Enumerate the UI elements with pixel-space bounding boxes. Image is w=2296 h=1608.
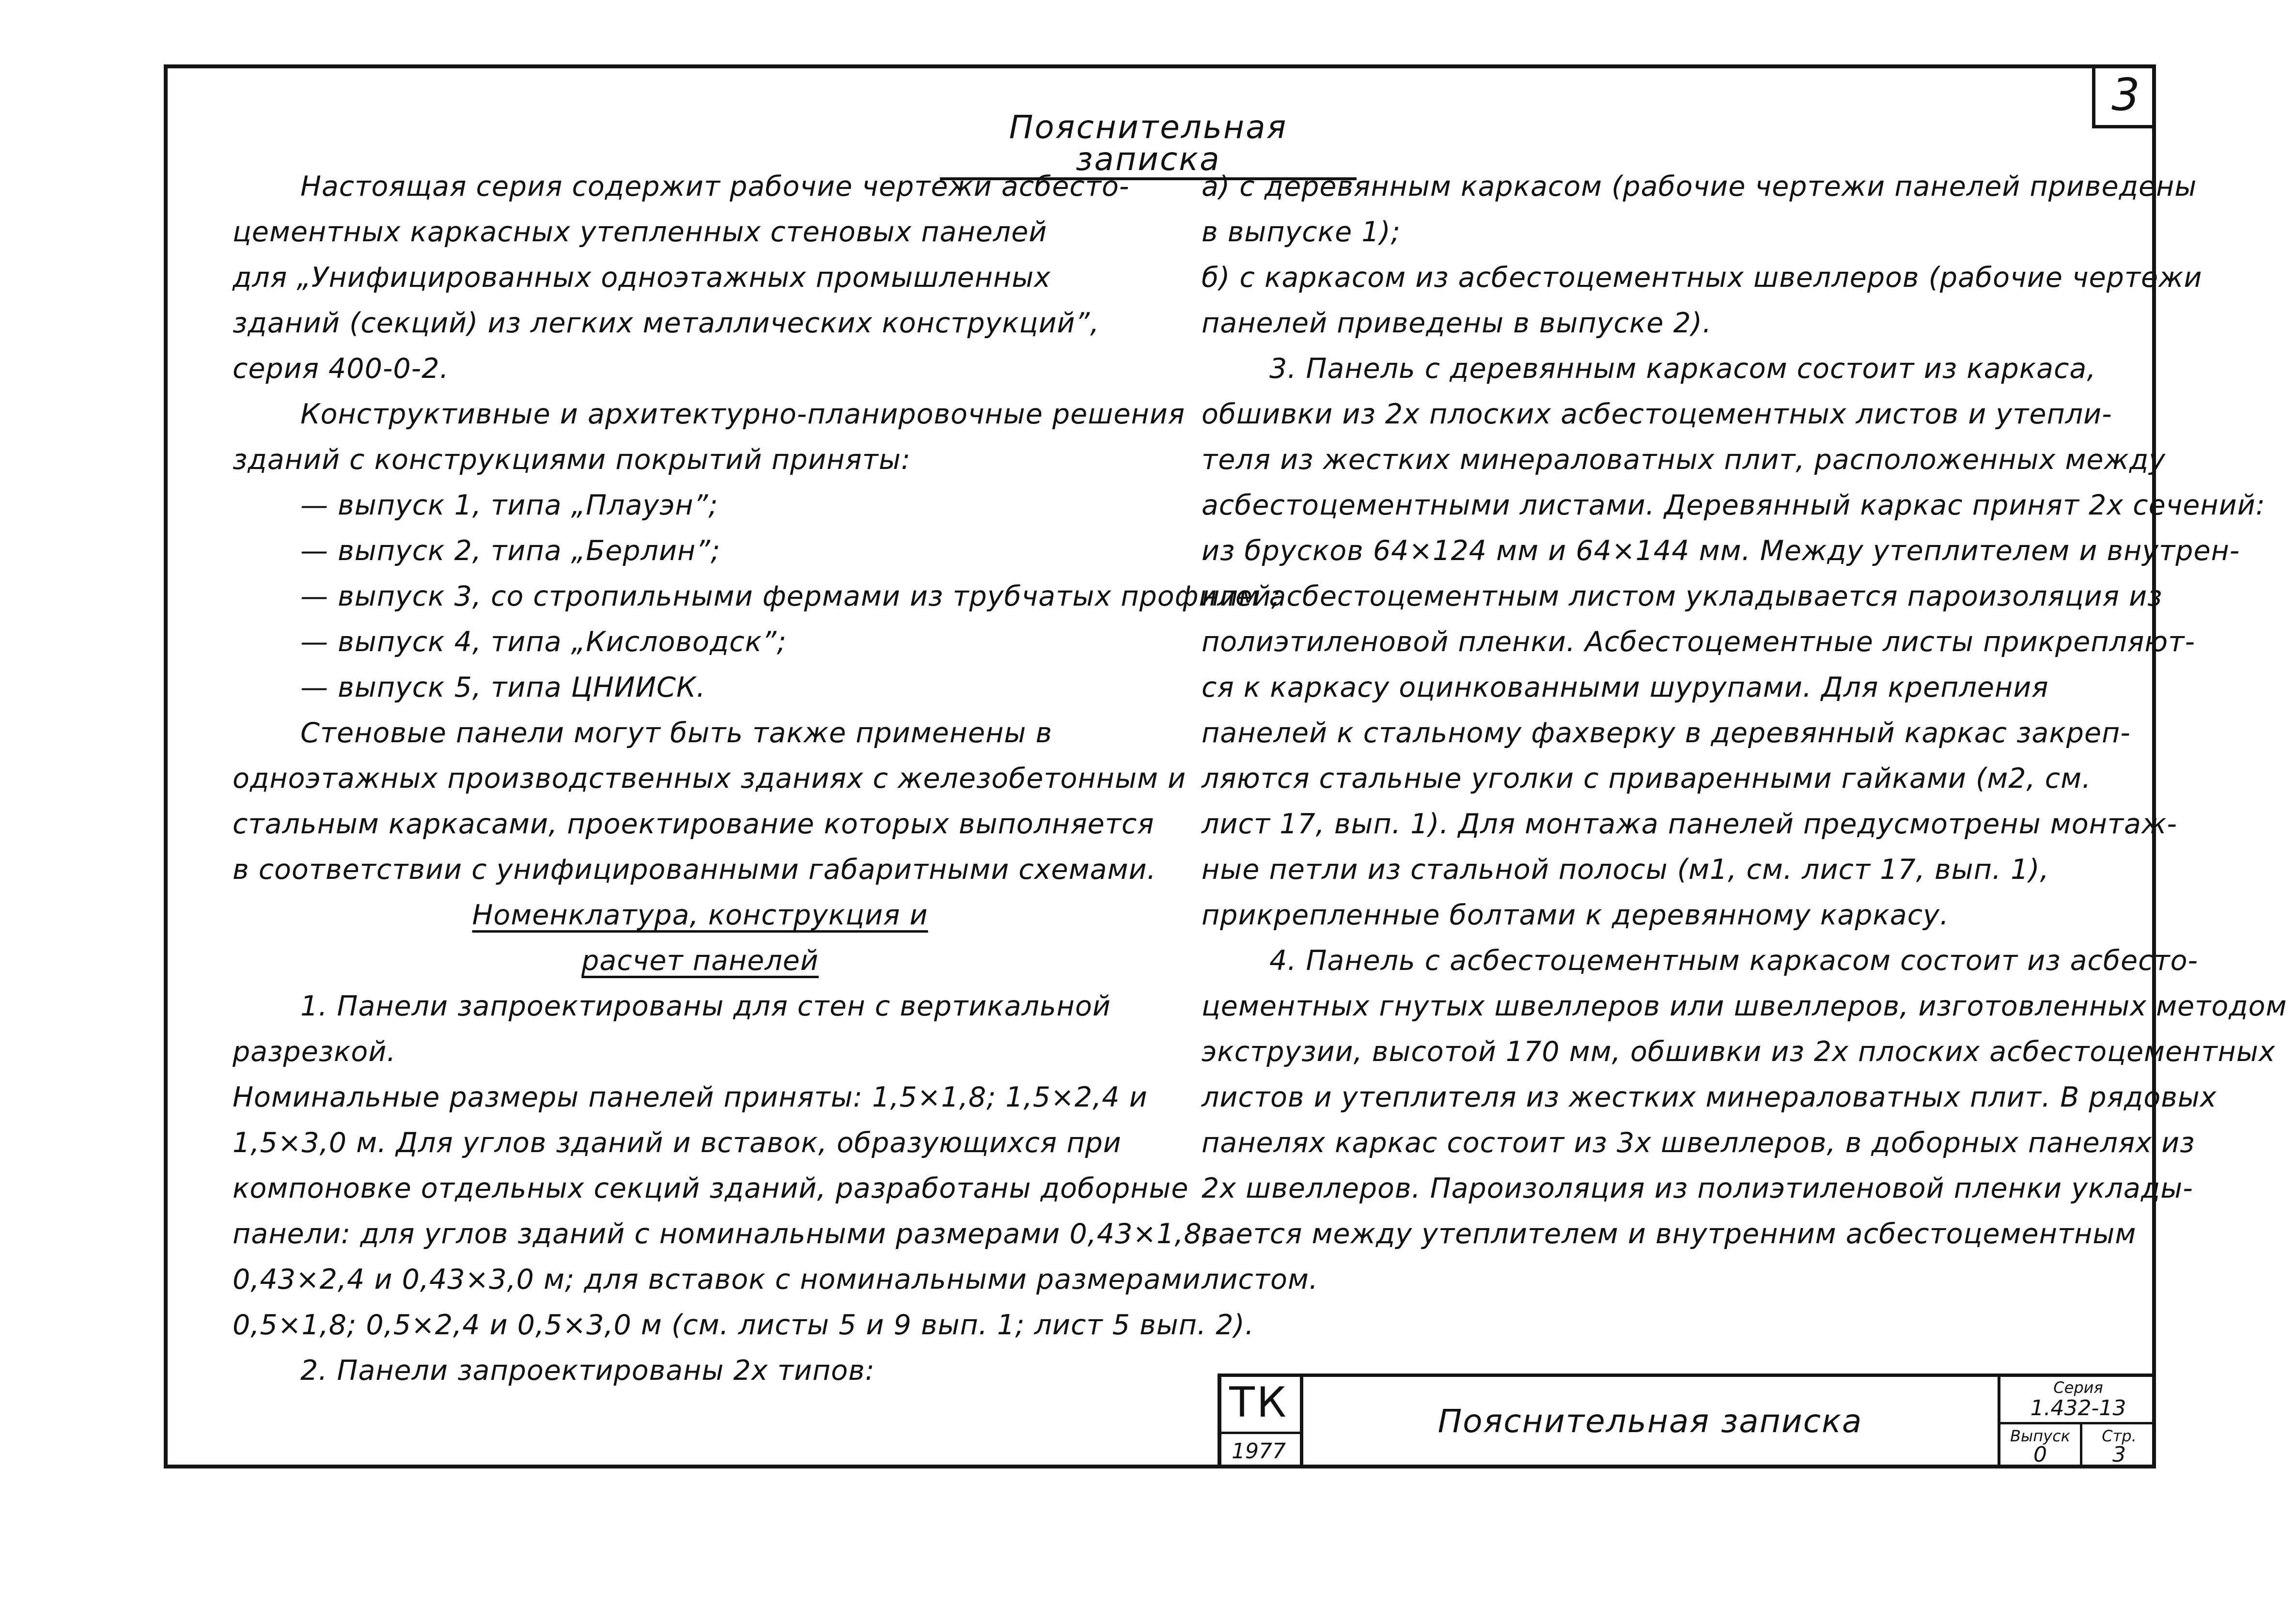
text-line: ные петли из стальной полосы (м1, см. лист 17, вып. 1), — [1202, 854, 2049, 886]
text-line: из брусков 64×124 мм и 64×144 мм. Между утеплителем и внутрен- — [1202, 535, 2240, 567]
text-line: ляются стальные уголки с приваренными гайками (м2, см. — [1202, 763, 2092, 795]
text-line: 1,5×3,0 м. Для углов зданий и вставок, образующихся при — [233, 1127, 1122, 1159]
title-block-title: Пояснительная записка — [1437, 1402, 1863, 1440]
text-line: Номинальные размеры панелей приняты: 1,5×1,8; 1,5×2,4 и — [233, 1081, 1148, 1113]
text-line: 1. Панели запроектированы для стен с вертикальной — [300, 990, 1111, 1022]
page-label: Стр. — [2102, 1427, 2137, 1445]
text-line: — выпуск 4, типа „Кисловодск”; — [300, 626, 787, 658]
text-line: — выпуск 3, со стропильными фермами из трубчатых профилей; — [300, 580, 1281, 612]
text-line: расчет панелей — [581, 945, 819, 977]
issue-value: 0 — [2033, 1442, 2047, 1467]
text-line: 2. Панели запроектированы 2х типов: — [300, 1355, 875, 1387]
text-line: в выпуске 1); — [1202, 216, 1401, 248]
text-line: компоновке отдельных секций зданий, разработаны доборные — [233, 1172, 1189, 1204]
title-block — [1218, 1374, 2156, 1468]
text-line: экструзии, высотой 170 мм, обшивки из 2х плоских асбестоцементных — [1202, 1036, 2276, 1068]
text-line: прикрепленные болтами к деревянному каркасу. — [1202, 899, 1949, 931]
title-block-year: 1977 — [1232, 1438, 1286, 1464]
right-column — [1202, 164, 2287, 1302]
issue-label: Выпуск — [2010, 1427, 2070, 1445]
series-value: 1.432-13 — [2030, 1396, 2126, 1421]
text-line: б) с каркасом из асбестоцементных швеллеров (рабочие чертежи — [1202, 262, 2202, 294]
text-line: стальным каркасами, проектирование которых выполняется — [233, 808, 1155, 840]
text-line: Стеновые панели могут быть также применены в — [300, 717, 1053, 749]
text-line: Конструктивные и архитектурно-планировочные решения — [300, 398, 1186, 430]
text-line: в соответствии с унифицированными габаритными схемами. — [233, 854, 1156, 886]
document-title: Пояснительная записка — [940, 111, 1357, 180]
text-line: — выпуск 1, типа „Плауэн”; — [300, 489, 718, 521]
text-line: 4. Панель с асбестоцементным каркасом состоит из асбесто- — [1269, 945, 2199, 977]
page-number: 3 — [2092, 64, 2156, 128]
text-line: 0,43×2,4 и 0,43×3,0 м; для вставок с номинальными размерами — [233, 1264, 1201, 1296]
text-line: лист 17, вып. 1). Для монтажа панелей предусмотрены монтаж- — [1202, 808, 2177, 840]
text-line: Настоящая серия содержит рабочие чертежи асбесто- — [300, 171, 1130, 203]
text-line: — выпуск 5, типа ЦНИИСК. — [300, 671, 706, 703]
text-line: одноэтажных производственных зданиях с железобетонным и — [233, 763, 1187, 795]
text-line: цементных гнутых швеллеров или швеллеров, изготовленных методом — [1202, 990, 2287, 1022]
text-line: а) с деревянным каркасом (рабочие чертежи панелей приведены — [1202, 171, 2197, 203]
text-line: зданий (секций) из легких металлических конструкций”, — [233, 307, 1100, 339]
text-line: 3. Панель с деревянным каркасом состоит из каркаса, — [1269, 353, 2096, 385]
text-line: 2х швеллеров. Пароизоляция из полиэтиленовой пленки уклады- — [1202, 1172, 2193, 1204]
text-line: ним асбестоцементным листом укладывается пароизоляция из — [1202, 580, 2163, 612]
text-line: панелях каркас состоит из 3х швеллеров, в доборных панелях из — [1202, 1127, 2195, 1159]
text-line: серия 400-0-2. — [233, 353, 449, 385]
page-value: 3 — [2112, 1442, 2126, 1467]
text-line: разрезкой. — [233, 1036, 396, 1068]
text-line: теля из жестких минераловатных плит, расположенных между — [1202, 444, 2166, 476]
title-block-code: ТК — [1229, 1378, 1288, 1427]
text-line: Номенклатура, конструкция и — [472, 899, 928, 931]
text-line: листов и утеплителя из жестких минераловатных плит. В рядовых — [1202, 1081, 2217, 1113]
series-label: Серия — [2053, 1378, 2103, 1397]
text-line: вается между утеплителем и внутренним асбестоцементным — [1202, 1218, 2137, 1250]
text-line: полиэтиленовой пленки. Асбестоцементные листы прикрепляют- — [1202, 626, 2196, 658]
text-line: панели: для углов зданий с номинальными размерами 0,43×1,8; — [233, 1218, 1212, 1250]
text-line: — выпуск 2, типа „Берлин”; — [300, 535, 721, 567]
text-line: листом. — [1202, 1264, 1319, 1296]
text-line: цементных каркасных утепленных стеновых панелей — [233, 216, 1047, 248]
text-line: 0,5×1,8; 0,5×2,4 и 0,5×3,0 м (см. листы 5 и 9 вып. 1; лист 5 вып. 2). — [233, 1309, 1254, 1341]
text-line: панелей приведены в выпуске 2). — [1202, 307, 1712, 339]
text-line: асбестоцементными листами. Деревянный каркас принят 2х сечений: — [1202, 489, 2265, 521]
text-line: ся к каркасу оцинкованными шурупами. Для крепления — [1202, 671, 2049, 703]
text-line: для „Унифицированных одноэтажных промышленных — [233, 262, 1051, 294]
text-line: зданий с конструкциями покрытий приняты: — [233, 444, 911, 476]
text-line: обшивки из 2х плоских асбестоцементных листов и утепли- — [1202, 398, 2112, 430]
text-line: панелей к стальному фахверку в деревянный каркас закреп- — [1202, 717, 2131, 749]
